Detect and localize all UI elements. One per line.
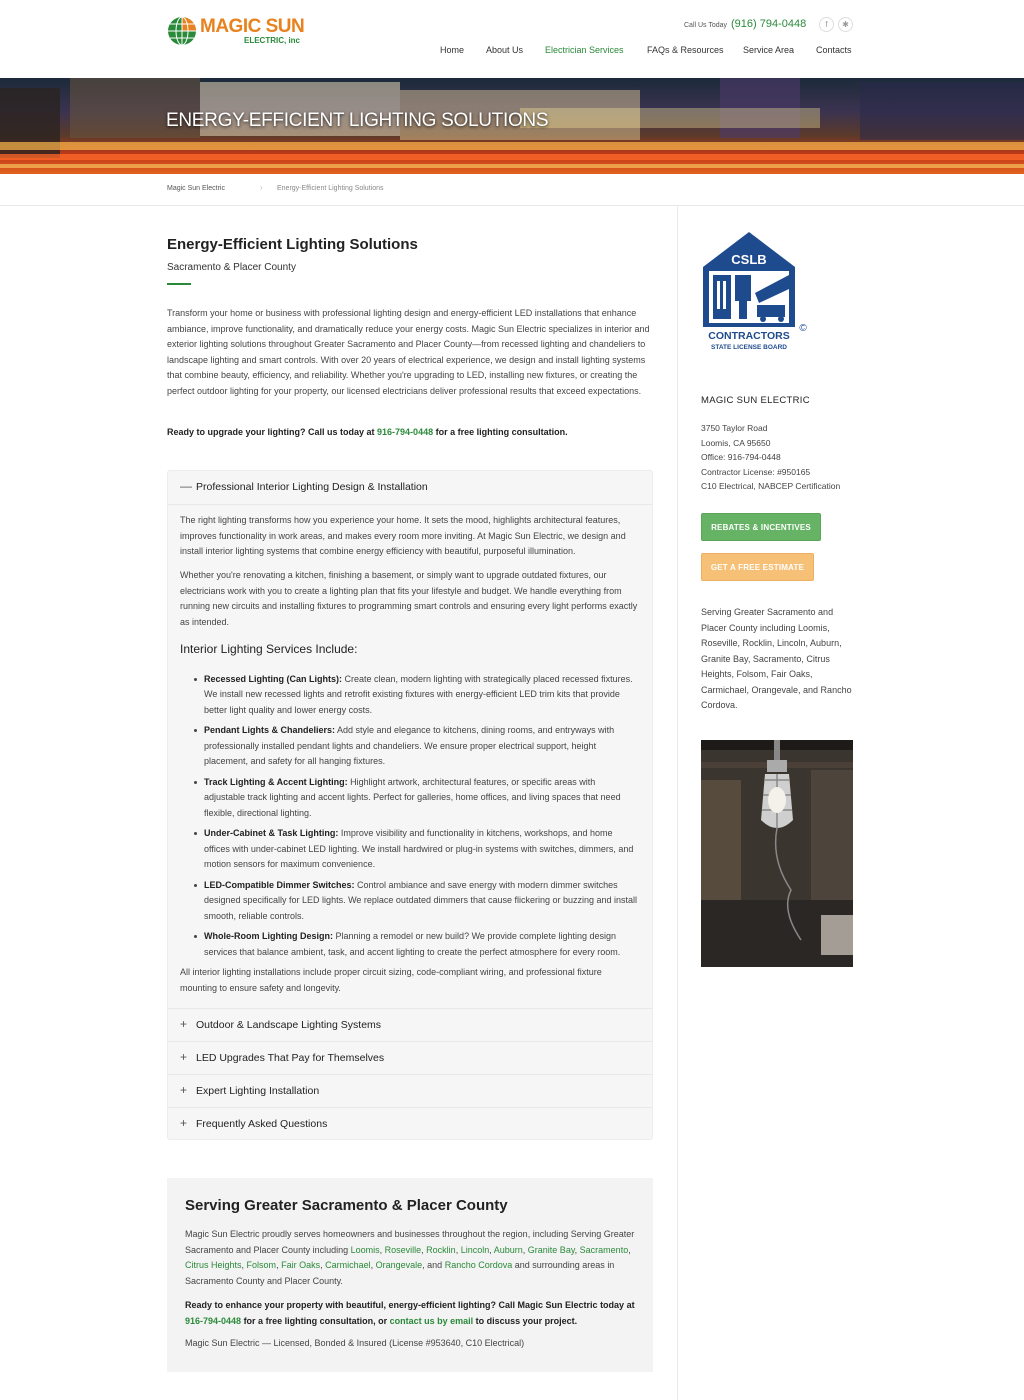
license-line: Magic Sun Electric — Licensed, Bonded & Insured (License #953640, C10 Electrical) xyxy=(185,1338,525,1348)
list-item-desc: Control ambiance and save energy with modern dimmer switches designed specifically for LED lights. We replace outdated dimmers that cause flickering or buzzing and install smooth, reliable controls. xyxy=(204,879,638,921)
city-link-sacramento[interactable]: Sacramento xyxy=(579,1244,629,1255)
services-list xyxy=(180,672,638,961)
breadcrumb xyxy=(0,174,1024,206)
list-item-desc: Add style and elegance to kitchens, dining rooms, and entryways with professionally installed pendant lights and chandeliers. We ensure proper electrical support, height placement, and safety for all hanging fixtures. xyxy=(204,725,615,767)
accordion-title: Outdoor & Landscape Lighting Systems xyxy=(196,1019,382,1031)
city-link-citrus-heights[interactable]: Citrus Heights xyxy=(185,1260,242,1270)
yelp-icon[interactable]: ✱ xyxy=(838,17,853,32)
list-item-desc: Planning a remodel or new build? We provide complete lighting design services that balance ambient, task, and accent lighting to create the perfect atmosphere for every room. xyxy=(204,931,621,957)
hero-banner xyxy=(0,78,1024,174)
cslb-badge-heading: CSLB xyxy=(731,252,767,267)
hero-title: ENERGY-EFFICIENT LIGHTING SOLUTIONS xyxy=(166,110,549,131)
accordion-header-faq[interactable] xyxy=(168,1108,652,1141)
intro-paragraph: Transform your home or business with professional lighting design and energy-efficient LED installations that enhance ambiance, improve functionality, and dramatically reduce your energy costs. Magic Sun Electric specializes in interior and exterior lighting solutions throughout Greater Sacramento and Placer County—from recessed lighting and chandeliers to landscape lighting and smart controls. With over 20 years of electrical experience, we design and install lighting systems that combine beauty, efficiency, and reliability. Whether you're upgrading to LED, installing new fixtures, or creating the perfect outdoor lighting for your property, our licensed electricians deliver professional results that exceed expectations. xyxy=(167,308,650,396)
accordion-header-led[interactable] xyxy=(168,1042,652,1075)
hero-building xyxy=(860,82,1024,140)
cta-phone-link[interactable]: 916-794-0448 xyxy=(377,427,434,437)
call-label: Call Us Today xyxy=(684,22,728,29)
address-phone[interactable]: Office: 916-794-0448 xyxy=(701,452,781,462)
panel-subheading: Interior Lighting Services Include: xyxy=(180,642,358,656)
city-link-orangevale[interactable]: Orangevale xyxy=(375,1260,423,1270)
nav-service-area[interactable]: Service Area xyxy=(743,45,795,55)
breadcrumb-separator-icon: › xyxy=(260,183,263,192)
city-link-fair-oaks[interactable]: Fair Oaks xyxy=(281,1260,321,1270)
nav-electrician-services[interactable]: Electrician Services xyxy=(545,45,624,55)
accordion-title: Frequently Asked Questions xyxy=(196,1118,328,1130)
list-item xyxy=(204,826,638,873)
call-us xyxy=(684,17,806,32)
service-area-box xyxy=(167,1178,653,1372)
city-link-lincoln[interactable]: Lincoln xyxy=(460,1244,490,1255)
plus-icon: + xyxy=(180,1017,188,1031)
facebook-icon[interactable]: f xyxy=(819,17,834,32)
plus-icon: + xyxy=(180,1050,188,1064)
list-item-term: Recessed Lighting (Can Lights): xyxy=(204,673,343,684)
plus-icon: + xyxy=(180,1083,188,1097)
address-line: 3750 Taylor Road xyxy=(701,423,768,433)
accordion-header-outdoor[interactable] xyxy=(168,1009,652,1042)
list-item-desc: Improve visibility and functionality in kitchens, workshops, and home offices with under-cabinet LED lighting. We install hardwired or plug-in systems with switches, dimmers, and motion sensors for maximum convenience. xyxy=(204,828,634,870)
city-link-loomis[interactable]: Loomis xyxy=(350,1244,380,1255)
logo-text-secondary: ELECTRIC, inc xyxy=(244,36,301,45)
sidebar-address xyxy=(701,421,840,494)
list-item-term: Whole-Room Lighting Design: xyxy=(204,931,333,942)
service-text: and surrounding areas in Sacramento County and Placer County. xyxy=(185,1260,615,1286)
minus-icon: — xyxy=(180,479,192,493)
cslb-badge-line2: STATE LICENSE BOARD xyxy=(711,344,787,351)
cta-text: for a free lighting consultation. xyxy=(433,427,568,437)
service-phone-link[interactable]: 916-794-0448 xyxy=(185,1315,242,1326)
list-item xyxy=(204,775,638,822)
services-accordion xyxy=(167,470,653,1140)
panel-paragraph: Whether you're renovating a kitchen, finishing a basement, or simply want to upgrade outdated fixtures, our electricians work with you to create a lighting plan that fits your lifestyle and budget. We handle everything from running new circuits and installing fixtures to programming smart controls and ensuring every light performs exactly as intended. xyxy=(180,570,638,627)
address-license: Contractor License: #950165 xyxy=(701,466,811,477)
site-header xyxy=(0,0,1024,78)
cslb-badge-line1: CONTRACTORS xyxy=(708,330,790,342)
accordion-title: LED Upgrades That Pay for Themselves xyxy=(196,1052,385,1064)
list-item-desc: Create clean, modern lighting with strategically placed recessed fixtures. We install new recessed lights and retrofit existing fixtures with energy-efficient LED trim kits that provide better light quality and lower energy costs. xyxy=(204,673,633,715)
city-link-roseville[interactable]: Roseville xyxy=(384,1244,422,1255)
list-item-term: Under-Cabinet & Task Lighting: xyxy=(204,828,339,839)
plus-icon: + xyxy=(180,1116,188,1130)
list-item-term: Track Lighting & Accent Lighting: xyxy=(204,776,348,787)
sidebar-divider xyxy=(677,206,678,1400)
address-certification: C10 Electrical, NABCEP Certification xyxy=(701,481,841,491)
page-title: Energy-Efficient Lighting Solutions xyxy=(167,236,418,253)
free-estimate-button[interactable]: GET A FREE ESTIMATE xyxy=(701,553,814,581)
breadcrumb-home-link[interactable]: Magic Sun Electric xyxy=(167,185,225,192)
hero-light-trail xyxy=(0,142,1024,150)
service-cta-text: for a free lighting consultation, or xyxy=(241,1315,390,1326)
accordion-title: Expert Lighting Installation xyxy=(196,1085,320,1097)
city-link-rocklin[interactable]: Rocklin xyxy=(426,1244,456,1255)
cta-text: Ready to upgrade your lighting? Call us today at xyxy=(167,427,378,437)
hero-glow xyxy=(520,108,820,128)
city-link-auburn[interactable]: Auburn xyxy=(493,1244,523,1255)
service-area-paragraph: Magic Sun Electric proudly serves homeowners and businesses throughout the region, including Serving Greater Sacramento and Placer County including Loomis, Roseville, Rocklin, Lincoln, Auburn, Granite Bay, Sacramento, Citrus Heights, Folsom, Fair Oaks, Carmichael, Orangevale, and Rancho Cordova and surrounding areas in Sacramento County and Placer County. xyxy=(185,1229,635,1286)
panel-closing: All interior lighting installations include proper circuit sizing, code-compliant wiring, and professional fixture mounting to ensure safety and longevity. xyxy=(180,967,602,993)
intro-cta xyxy=(167,425,568,440)
list-item-term: LED-Compatible Dimmer Switches: xyxy=(204,879,355,890)
city-link-granite-bay[interactable]: Granite Bay xyxy=(527,1244,575,1255)
cslb-badge xyxy=(701,231,811,371)
service-cta xyxy=(185,1298,641,1329)
rebates-incentives-button[interactable]: REBATES & INCENTIVES xyxy=(701,513,821,541)
breadcrumb-current: Energy-Efficient Lighting Solutions xyxy=(277,185,384,192)
list-item xyxy=(204,878,638,925)
nav-faqs-resources[interactable]: FAQs & Resources xyxy=(647,45,724,55)
site-logo[interactable] xyxy=(167,16,307,48)
globe-logo-icon xyxy=(167,16,197,46)
service-cta-text: Ready to enhance your property with beautiful, energy-efficient lighting? Call Magic Sun Electric today at xyxy=(185,1300,635,1310)
nav-about-us[interactable]: About Us xyxy=(486,45,524,55)
list-item-desc: Highlight artwork, architectural features, or specific areas with adjustable track lighting and accent lights. Perfect for galleries, home offices, and living spaces that need flexible, directional lighting. xyxy=(204,776,621,818)
light-fixture-image xyxy=(701,740,853,967)
list-item xyxy=(204,672,638,719)
sidebar-company-name: MAGIC SUN ELECTRIC xyxy=(701,395,810,406)
list-item xyxy=(204,723,638,770)
accordion-title: Professional Interior Lighting Design & Installation xyxy=(196,481,428,493)
city-link-rancho-cordova[interactable]: Rancho Cordova xyxy=(444,1260,513,1270)
header-phone-link[interactable]: (916) 794-0448 xyxy=(731,18,807,30)
city-link-folsom[interactable]: Folsom xyxy=(246,1260,277,1270)
nav-contacts[interactable]: Contacts xyxy=(816,45,852,55)
address-line: Loomis, CA 95650 xyxy=(701,437,771,448)
list-item-term: Pendant Lights & Chandeliers: xyxy=(204,725,336,736)
cslb-copyright-mark: © xyxy=(799,323,807,334)
accordion-divider xyxy=(168,504,652,505)
list-item xyxy=(204,929,638,960)
accordion-panel-interior xyxy=(180,513,638,1005)
page-subtitle: Sacramento & Placer County xyxy=(167,262,296,273)
sidebar-service-area: Serving Greater Sacramento and Placer County including Loomis, Roseville, Rocklin, Lincoln, Auburn, Granite Bay, Sacramento, Citrus Heights, Folsom, Fair Oaks, Carmichael, Orangevale, and Rancho Cordova. xyxy=(701,607,852,710)
hero-light-trail xyxy=(0,164,1024,168)
title-underline xyxy=(167,283,191,285)
service-cta-text: to discuss your project. xyxy=(473,1315,578,1326)
accordion-header-interior[interactable] xyxy=(168,471,652,504)
panel-paragraph: The right lighting transforms how you experience your home. It sets the mood, highlights architectural features, improves functionality in work areas, and makes every room more inviting. At Magic Sun Electric, we design and install interior lighting systems that combine energy efficiency with beautiful, purposeful illumination. xyxy=(180,515,626,556)
contact-email-link[interactable]: contact us by email xyxy=(389,1315,474,1326)
accordion-header-installation[interactable] xyxy=(168,1075,652,1108)
logo-text-primary: MAGIC SUN xyxy=(200,16,305,37)
hero-light-trail xyxy=(0,154,1024,160)
light-fixture-photo xyxy=(701,740,853,967)
service-area-title: Serving Greater Sacramento & Placer County xyxy=(185,1197,508,1214)
service-text: Magic Sun Electric proudly serves homeowners and businesses throughout the region, including Serving Greater Sacramento and Placer County including xyxy=(185,1229,635,1255)
nav-home[interactable]: Home xyxy=(440,45,465,55)
city-link-carmichael[interactable]: Carmichael xyxy=(325,1260,371,1270)
